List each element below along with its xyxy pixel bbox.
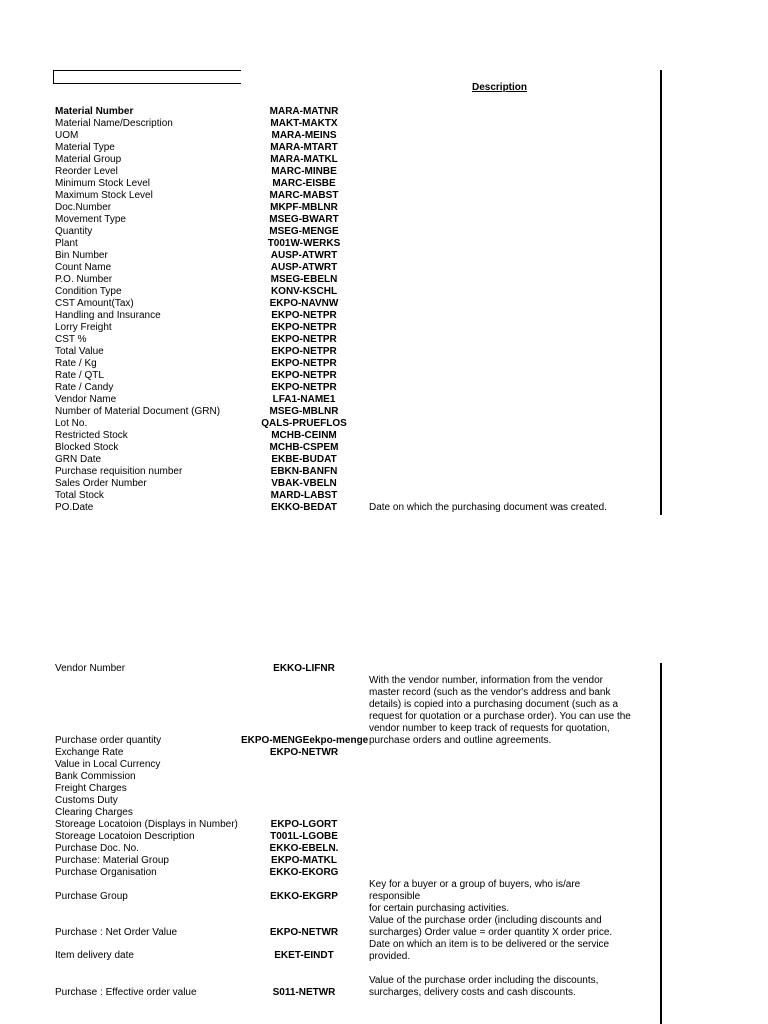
effective-order-value-description: Value of the purchase order including the discounts, surcharges, delivery costs and cash discounts. [369,975,599,998]
table-row [0,262,768,274]
table-row [0,490,768,502]
table-row [0,747,768,759]
table-row [0,358,768,370]
table-row [0,759,768,771]
table-row [0,735,768,747]
vendor-number-description: With the vendor number, information from the vendor master record (such as the vendor's address and bank details) is copied into a purchasing document (such as a request for quotation or a purchase order). You can use the vendor number to keep track of requests for quotation, purchase orders and outline agreements. [369,675,631,746]
table-row [0,831,768,843]
field-label: Bank Commission [55,771,136,782]
field-label: Exchange Rate [55,747,124,758]
sap-field-code: MARA-MTART [270,142,338,153]
sap-field-code: EKET-EINDT [274,950,334,961]
sap-field-code: MARD-LABST [270,490,338,501]
table-row [0,771,768,783]
sap-field-code: EKKO-LIFNR [273,663,335,674]
field-label: Material Group [55,154,122,165]
field-label: Storeage Locatoion Description [55,831,195,842]
sap-field-code: EKPO-NETPR [271,370,337,381]
sap-field-code: EKPO-NETPR [271,322,337,333]
field-label: Maximum Stock Level [55,190,153,201]
sap-field-code: MSEG-EBELN [270,274,338,285]
table-row [0,346,768,358]
sap-field-code: QALS-PRUEFLOS [261,418,347,429]
table-row [0,795,768,807]
table-row [0,310,768,322]
sap-field-code: LFA1-NAME1 [272,394,336,405]
table-row [0,334,768,346]
table-row [0,286,768,298]
field-label: Total Value [55,346,104,357]
field-label: Purchase : Net Order Value [55,927,178,938]
sap-field-code: MCHB-CEINM [271,430,337,441]
description-header: Description [472,82,528,93]
field-label: Rate / QTL [55,370,104,381]
purchase-group-description: Key for a buyer or a group of buyers, who is/are responsible for certain purchasing activities. [369,879,581,914]
field-label: Handling and Insurance [55,310,161,321]
field-label: Storeage Locatoion (Displays in Number) [55,819,238,830]
sap-field-code: MARA-MEINS [271,130,337,141]
table-row [0,406,768,418]
header-cell-box [53,70,241,84]
table-row [0,166,768,178]
field-label: Purchase requisition number [55,466,183,477]
field-label: P.O. Number [55,274,113,285]
sap-field-code: EKPO-NETPR [271,310,337,321]
table-row [0,478,768,490]
table-row [0,106,768,118]
field-label: Freight Charges [55,783,127,794]
table-row [0,843,768,855]
sap-field-code: EKPO-NETWR [269,927,339,938]
sap-field-code: MSEG-MBLNR [269,406,339,417]
table-row [0,298,768,310]
sap-field-code: EKPO-NETPR [271,346,337,357]
sap-field-code: EKPO-MATKL [271,855,337,866]
sap-field-code: AUSP-ATWRT [270,250,338,261]
sap-field-code: EKKO-EKORG [269,867,339,878]
table-row [0,394,768,406]
field-label: Number of Material Document (GRN) [55,406,221,417]
field-label: Purchase order quantity [55,735,162,746]
field-label: Rate / Candy [55,382,114,393]
field-label: Purchase Doc. No. [55,843,139,854]
field-label: PO.Date [55,502,94,513]
field-label: Total Stock [55,490,104,501]
field-label: Rate / Kg [55,358,97,369]
sap-field-code: MSEG-BWART [269,214,339,225]
table-row [0,190,768,202]
field-label: Count Name [55,262,112,273]
field-label: GRN Date [55,454,102,465]
field-label: Condition Type [55,286,122,297]
sap-field-code: EKPO-NETPR [271,358,337,369]
field-label: Customs Duty [55,795,118,806]
field-label: CST % [55,334,87,345]
field-label: Clearing Charges [55,807,133,818]
sap-field-code: EKPO-NETWR [269,747,339,758]
table-row [0,238,768,250]
field-label: UOM [55,130,79,141]
field-label: Purchase : Effective order value [55,987,197,998]
sap-field-code: EKPO-MENGEekpo-menge [241,735,369,746]
field-label: Value in Local Currency [55,759,161,770]
sap-field-code: MARA-MATKL [270,154,338,165]
sap-field-code: EKKO-BEDAT [271,502,337,513]
table-row [0,855,768,867]
table-row [0,430,768,442]
field-label: Restricted Stock [55,430,128,441]
table-row [0,274,768,286]
sap-field-code: AUSP-ATWRT [270,262,338,273]
sap-field-code: EKPO-NETPR [271,334,337,345]
sap-field-code: MARC-EISBE [272,178,336,189]
field-label: Material Type [55,142,115,153]
field-label: Item delivery date [55,950,134,961]
sap-field-code: MSEG-MENGE [269,226,339,237]
net-order-value-description: Value of the purchase order (including discounts and surcharges) Order value = order quantity X order price. Date on which an item is to be delivered or the service provided. [369,915,613,962]
table-row [0,226,768,238]
field-label: Movement Type [55,214,126,225]
table-row [0,250,768,262]
sap-field-code: KONV-KSCHL [270,286,338,297]
table-row [0,819,768,831]
sap-field-code: EKPO-NETPR [271,382,337,393]
table-row [0,442,768,454]
table-row [0,382,768,394]
table-row [0,466,768,478]
table-row [0,454,768,466]
sap-field-code: EKPO-LGORT [270,819,338,830]
sap-field-code: MARC-MABST [269,190,339,201]
field-label: Sales Order Number [55,478,147,489]
sap-field-code: EBKN-BANFN [270,466,338,477]
sap-field-code: T001L-LGOBE [270,831,338,842]
sap-field-code: MCHB-CSPEM [269,442,339,453]
sap-field-code: MKPF-MBLNR [270,202,338,213]
table-row [0,783,768,795]
field-label: Purchase Organisation [55,867,157,878]
table-row [0,322,768,334]
table-row [0,807,768,819]
table-row-item-delivery-date [0,950,768,962]
field-label: Vendor Name [55,394,117,405]
sap-field-code: EKKO-EBELN. [269,843,339,854]
table-row [0,418,768,430]
table-row [0,502,768,514]
sap-field-code: MAKT-MAKTX [270,118,338,129]
sap-field-code: EKPO-NAVNW [269,298,339,309]
sap-field-code: S011-NETWR [272,987,336,998]
table-row [0,154,768,166]
field-label: Purchase: Material Group [55,855,169,866]
table-row [0,867,768,879]
field-label: Quantity [55,226,93,237]
field-label: Material Number [55,106,134,117]
sap-field-code: T001W-WERKS [267,238,341,249]
table-row [0,370,768,382]
sap-field-code: MARA-MATNR [269,106,339,117]
field-label: Lorry Freight [55,322,112,333]
field-description: Date on which the purchasing document was created. [369,502,607,513]
sap-field-code: EKBE-BUDAT [271,454,337,465]
field-label: Purchase Group [55,891,128,902]
sap-field-code: MARC-MINBE [271,166,337,177]
table-row [0,202,768,214]
table-row [0,118,768,130]
field-label: Minimum Stock Level [55,178,151,189]
field-label: Vendor Number [55,663,126,674]
sap-field-code: VBAK-VBELN [271,478,337,489]
field-label: Reorder Level [55,166,118,177]
table-row-vendor-number [0,663,768,675]
field-label: Blocked Stock [55,442,119,453]
field-label: CST Amount(Tax) [55,298,134,309]
table-row [0,142,768,154]
field-label: Lot No. [55,418,88,429]
field-label: Plant [55,238,78,249]
field-label: Bin Number [55,250,108,261]
field-label: Material Name/Description [55,118,173,129]
sap-field-code: EKKO-EKGRP [270,891,338,902]
table-row [0,130,768,142]
table-row [0,178,768,190]
table-row [0,214,768,226]
field-label: Doc.Number [55,202,112,213]
